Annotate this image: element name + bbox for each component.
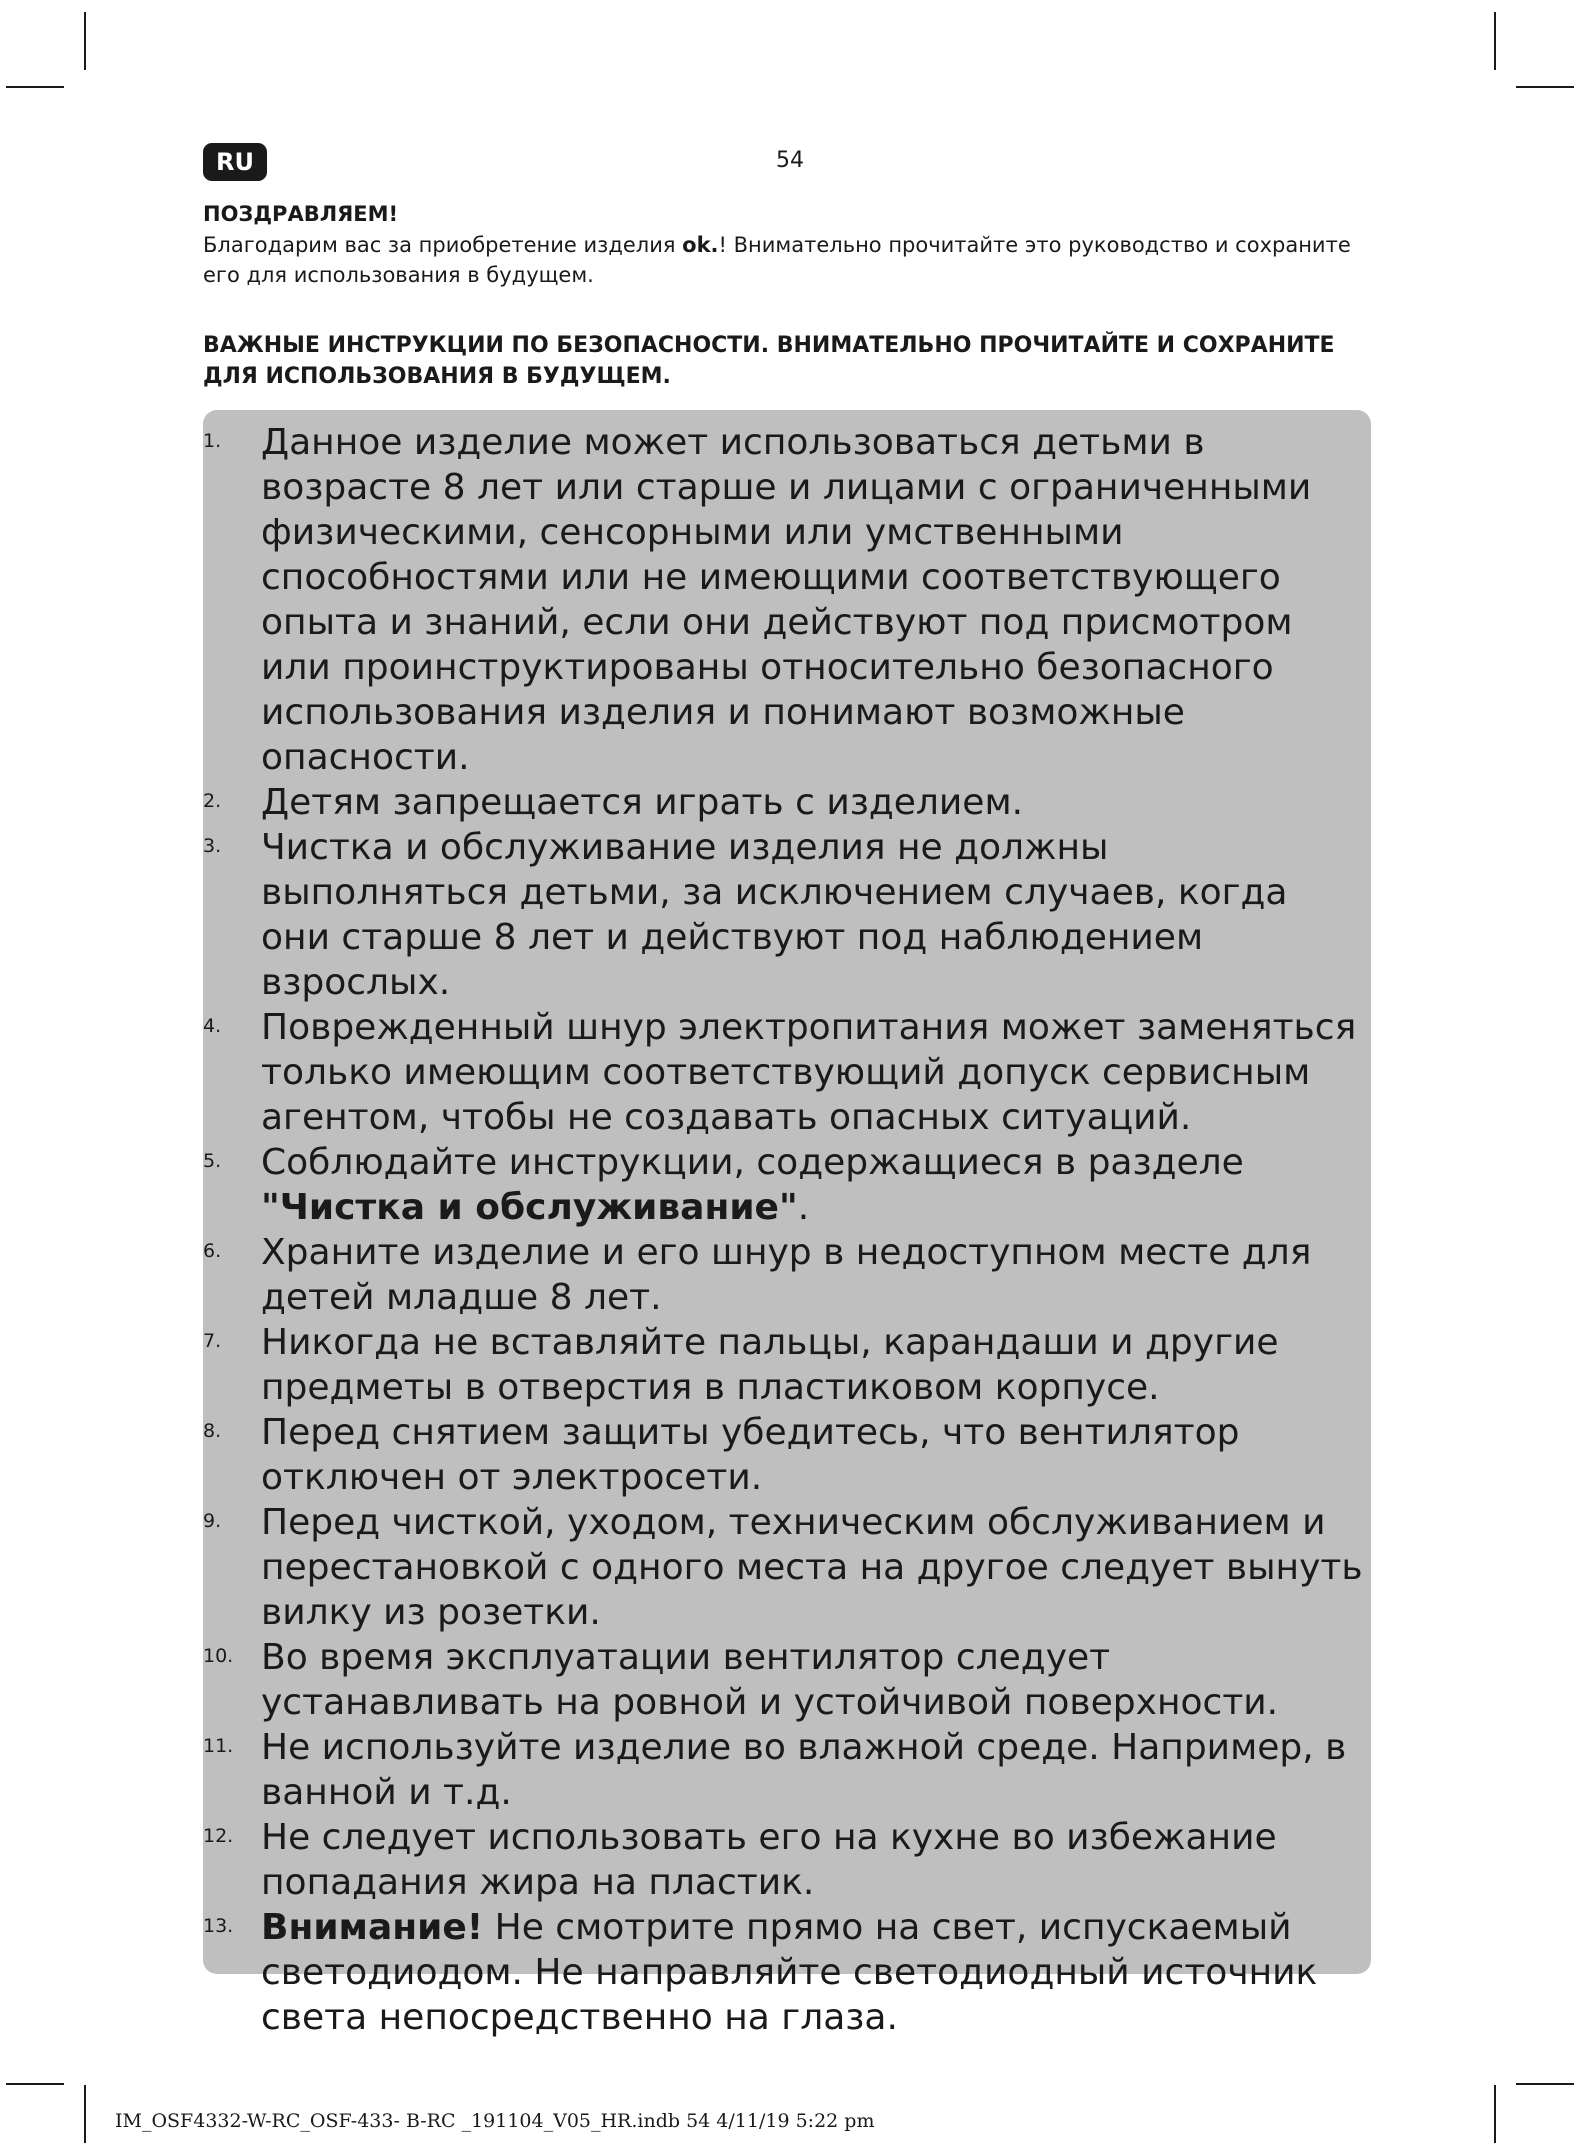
congrats-title: ПОЗДРАВЛЯЕМ! <box>203 202 399 226</box>
safety-item-2 <box>203 780 1371 825</box>
safety-item-number: 2. <box>203 790 222 812</box>
thanks-paragraph <box>203 230 1383 290</box>
print-footer: IM_OSF4332-W-RC_OSF-433- B-RC _191104_V05_HR.indb 54 4/11/19 5:22 pm <box>115 2110 875 2132</box>
safety-item-text: Не смотрите прямо на свет, испускаемый светодиодом. Не направляйте светодиодный источник света непосредственно на глаза. <box>261 1907 1318 2038</box>
safety-item-number: 9. <box>203 1510 222 1532</box>
crop-mark-top-left <box>84 12 86 70</box>
safety-item-warning-label: Внимание! <box>261 1907 484 1948</box>
safety-item-number: 3. <box>203 835 222 857</box>
crop-mark-bottom-right-h <box>1516 2083 1574 2085</box>
safety-item-text: Перед чисткой, уходом, техническим обслуживанием и перестановкой с одного места на другое следует вынуть вилку из розетки. <box>261 1502 1363 1633</box>
safety-item-7 <box>203 1320 1371 1410</box>
crop-mark-top-right <box>1494 12 1496 70</box>
safety-item-tail: . <box>797 1187 810 1228</box>
safety-item-text: Перед снятием защиты убедитесь, что вентилятор отключен от электросети. <box>261 1412 1240 1498</box>
crop-mark-bottom-left <box>84 2085 86 2143</box>
safety-item-text: Не используйте изделие во влажной среде. Например, в ванной и т.д. <box>261 1727 1347 1813</box>
safety-item-number: 11. <box>203 1735 234 1757</box>
safety-item-3 <box>203 825 1371 1005</box>
crop-mark-top-left-h <box>6 86 64 88</box>
thanks-text-start: Благодарим вас за приобретение изделия <box>203 233 683 257</box>
thanks-text-end: ! Внимательно прочитайте это руководство и сохраните его для использования в будущем. <box>203 233 1351 287</box>
safety-item-text: Никогда не вставляйте пальцы, карандаши и другие предметы в отверстия в пластиковом корпусе. <box>261 1322 1279 1408</box>
safety-item-8 <box>203 1410 1371 1500</box>
safety-item-number: 6. <box>203 1240 222 1262</box>
safety-heading: ВАЖНЫЕ ИНСТРУКЦИИ ПО БЕЗОПАСНОСТИ. ВНИМАТЕЛЬНО ПРОЧИТАЙТЕ И СОХРАНИТЕ ДЛЯ ИСПОЛЬЗОВАНИЯ В БУДУЩЕМ. <box>203 333 1335 389</box>
safety-item-4 <box>203 1005 1371 1140</box>
safety-item-text: Соблюдайте инструкции, содержащиеся в разделе <box>261 1142 1244 1183</box>
safety-item-number: 8. <box>203 1420 222 1442</box>
safety-item-text: Храните изделие и его шнур в недоступном месте для детей младше 8 лет. <box>261 1232 1312 1318</box>
safety-item-number: 4. <box>203 1015 222 1037</box>
safety-item-text: Поврежденный шнур электропитания может заменяться только имеющим соответствующий допуск сервисным агентом, чтобы не создавать опасных ситуаций. <box>261 1007 1357 1138</box>
crop-mark-bottom-left-h <box>6 2083 64 2085</box>
safety-item-number: 5. <box>203 1150 222 1172</box>
safety-instructions-panel <box>203 410 1371 2038</box>
crop-mark-bottom-right <box>1494 2085 1496 2143</box>
safety-item-text: Во время эксплуатации вентилятор следует устанавливать на ровной и устойчивой поверхности. <box>261 1637 1279 1723</box>
safety-item-text: Чистка и обслуживание изделия не должны выполняться детьми, за исключением случаев, когда они старше 8 лет и действуют под наблюдением взрослых. <box>261 827 1288 1003</box>
safety-item-9 <box>203 1500 1371 1635</box>
safety-item-1 <box>203 420 1371 780</box>
safety-item-12 <box>203 1815 1371 1905</box>
brand-name: ok. <box>682 233 719 257</box>
safety-item-number: 7. <box>203 1330 222 1352</box>
page-number: 54 <box>776 148 804 173</box>
crop-mark-top-right-h <box>1516 86 1574 88</box>
safety-item-text: Данное изделие может использоваться детьми в возрасте 8 лет или старше и лицами с ограниченными физическими, сенсорными или умственными способностями или не имеющими соответствующего опыта и знаний, если они действуют под присмотром или проинструктированы относительно безопасного использования изделия и понимают возможные опасности. <box>261 422 1312 778</box>
safety-item-11 <box>203 1725 1371 1815</box>
safety-item-5 <box>203 1140 1371 1230</box>
safety-item-6 <box>203 1230 1371 1320</box>
safety-item-number: 10. <box>203 1645 234 1667</box>
safety-item-number: 12. <box>203 1825 234 1847</box>
safety-item-13 <box>203 1905 1371 2040</box>
safety-item-number: 13. <box>203 1915 234 1937</box>
language-badge: RU <box>203 143 267 181</box>
safety-item-text: Не следует использовать его на кухне во избежание попадания жира на пластик. <box>261 1817 1277 1903</box>
safety-item-text: Детям запрещается играть с изделием. <box>261 782 1024 823</box>
safety-item-10 <box>203 1635 1371 1725</box>
safety-item-section-ref: "Чистка и обслуживание" <box>261 1187 798 1228</box>
safety-item-number: 1. <box>203 430 222 452</box>
